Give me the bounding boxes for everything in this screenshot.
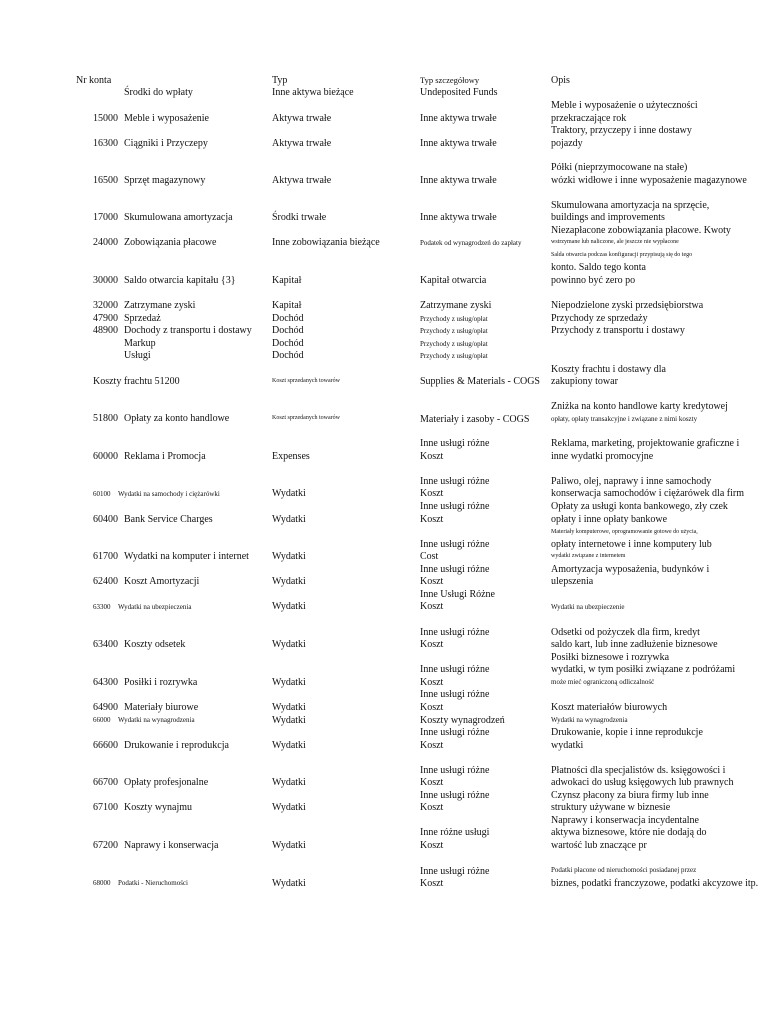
account-description: Płatności dla specjalistów ds. księgowości i bbox=[551, 765, 726, 776]
account-detail-type: Koszt bbox=[420, 601, 444, 612]
account-type: Środki trwałe bbox=[272, 212, 327, 223]
account-number: 62400 bbox=[93, 576, 118, 587]
account-name: Zobowiązania płacowe bbox=[124, 237, 217, 248]
account-number: 63400 bbox=[93, 639, 118, 650]
account-description: Reklama, marketing, projektowanie graficzne i bbox=[551, 438, 740, 449]
account-description: wydatki, w tym posiłki związane z podróżami bbox=[551, 664, 736, 675]
account-description: Czynsz płacony za biura firmy lub inne bbox=[551, 790, 709, 801]
account-type: Aktywa trwałe bbox=[272, 113, 332, 124]
account-description: wózki widłowe i inne wyposażenie magazynowe bbox=[551, 175, 747, 186]
account-detail-type: Koszt bbox=[420, 514, 444, 525]
account-name: Zatrzymane zyski bbox=[124, 300, 196, 311]
account-description: buildings and improvements bbox=[551, 212, 665, 223]
account-detail-type: Inne usługi różne bbox=[420, 627, 490, 638]
account-detail-type: Koszt bbox=[420, 878, 444, 889]
account-description: powinno być zero po bbox=[551, 275, 636, 286]
account-detail-type: Przychody z usług/opłat bbox=[420, 315, 488, 323]
account-name: Usługi bbox=[124, 350, 151, 361]
account-description: Przychody z transportu i dostawy bbox=[551, 325, 685, 336]
account-number: 66000 bbox=[93, 716, 111, 724]
account-type: Wydatki bbox=[272, 677, 306, 688]
account-detail-type: Koszt bbox=[420, 677, 444, 688]
account-name: Naprawy i konserwacja bbox=[124, 840, 219, 851]
account-description: biznes, podatki franczyzowe, podatki akcyzowe itp. bbox=[551, 878, 759, 889]
account-type: Dochód bbox=[272, 313, 304, 324]
account-name: Reklama i Promocja bbox=[124, 451, 206, 462]
account-number: 15000 bbox=[93, 113, 118, 124]
account-name: Drukowanie i reprodukcja bbox=[124, 740, 229, 751]
account-description: Niepodzielone zyski przedsiębiorstwa bbox=[551, 300, 704, 311]
account-number: 48900 bbox=[93, 325, 118, 336]
account-detail-type: Koszt bbox=[420, 802, 444, 813]
account-description: saldo kart, lub inne zadłużenie biznesowe bbox=[551, 639, 718, 650]
account-description: adwokaci do usług księgowych lub prawnych bbox=[551, 777, 734, 788]
account-description: Podatki płacone od nieruchomości posiadanej przez bbox=[551, 866, 697, 874]
account-detail-type: Koszt bbox=[420, 639, 444, 650]
account-detail-type: Kapitał otwarcia bbox=[420, 275, 487, 286]
account-description: Wydatki na ubezpieczenie bbox=[551, 603, 625, 611]
account-description: Opłaty za usługi konta bankowego, zły czek bbox=[551, 501, 728, 512]
account-detail-type: Inne usługi różne bbox=[420, 501, 490, 512]
account-name: Meble i wyposażenie bbox=[124, 113, 209, 124]
account-description: pojazdy bbox=[551, 138, 583, 149]
account-number: 60000 bbox=[93, 451, 118, 462]
account-detail-type: Inne usługi różne bbox=[420, 765, 490, 776]
account-name: Podatki - Nieruchomości bbox=[118, 879, 188, 887]
account-detail-type: Koszt bbox=[420, 451, 444, 462]
account-number: 63300 bbox=[93, 603, 111, 611]
account-type: Wydatki bbox=[272, 514, 306, 525]
account-number: 60100 bbox=[93, 490, 111, 498]
account-description: Salda otwarcia podczas konfiguracji przypisują się do tego bbox=[551, 252, 693, 258]
account-name: Koszty odsetek bbox=[124, 639, 186, 650]
account-number: 67100 bbox=[93, 802, 118, 813]
account-number: 61700 bbox=[93, 551, 118, 562]
account-name: Wydatki na wynagrodzenia bbox=[118, 716, 195, 724]
account-type: Expenses bbox=[272, 451, 310, 462]
account-number: 67200 bbox=[93, 840, 118, 851]
account-type: Kapitał bbox=[272, 275, 302, 286]
account-detail-type: Materiały i zasoby - COGS bbox=[420, 414, 530, 425]
account-detail-type: Koszty wynagrodzeń bbox=[420, 715, 505, 726]
account-detail-type: Inne usługi różne bbox=[420, 476, 490, 487]
account-description: Skumulowana amortyzacja na sprzęcie, bbox=[551, 200, 710, 211]
account-description: aktywa biznesowe, które nie dodają do bbox=[551, 827, 707, 838]
account-type: Dochód bbox=[272, 338, 304, 349]
header-description: Opis bbox=[551, 75, 570, 86]
account-description: inne wydatki promocyjne bbox=[551, 451, 654, 462]
account-type: Dochód bbox=[272, 325, 304, 336]
account-description: opłaty internetowe i inne komputery lub bbox=[551, 539, 712, 550]
account-detail-type: Inne usługi różne bbox=[420, 866, 490, 877]
account-number: 68000 bbox=[93, 879, 111, 887]
account-number: 16500 bbox=[93, 175, 118, 186]
account-description: może mieć ograniczoną odliczalność bbox=[551, 678, 655, 686]
account-description: Amortyzacja wyposażenia, budynków i bbox=[551, 564, 710, 575]
account-detail-type: Przychody z usług/opłat bbox=[420, 352, 488, 360]
account-description: Meble i wyposażenie o użyteczności bbox=[551, 100, 698, 111]
account-type: Wydatki bbox=[272, 601, 306, 612]
account-detail-type: Cost bbox=[420, 551, 439, 562]
account-detail-type: Inne różne usługi bbox=[420, 827, 490, 838]
account-detail-type: Inne usługi różne bbox=[420, 727, 490, 738]
account-description: konserwacja samochodów i ciężarówek dla firm bbox=[551, 488, 744, 499]
account-number: 24000 bbox=[93, 237, 118, 248]
account-name: Wydatki na ubezpieczenia bbox=[118, 603, 192, 611]
account-detail-type: Przychody z usług/opłat bbox=[420, 340, 488, 348]
account-name: Skumulowana amortyzacja bbox=[124, 212, 233, 223]
account-detail-type: Przychody z usług/opłat bbox=[420, 327, 488, 335]
account-name: Saldo otwarcia kapitału {3} bbox=[124, 275, 236, 286]
account-description: opłaty, opłaty transakcyjne i związane z nimi koszty bbox=[551, 415, 698, 423]
account-detail-type: Zatrzymane zyski bbox=[420, 300, 492, 311]
account-type: Wydatki bbox=[272, 639, 306, 650]
account-detail-type: Supplies & Materials - COGS bbox=[420, 376, 540, 387]
account-description: Traktory, przyczepy i inne dostawy bbox=[551, 125, 692, 136]
account-name: Środki do wpłaty bbox=[124, 87, 193, 98]
account-number: 64900 bbox=[93, 702, 118, 713]
account-type: Wydatki bbox=[272, 576, 306, 587]
header-account-no: Nr konta bbox=[76, 75, 112, 86]
account-name: Wydatki na komputer i internet bbox=[124, 551, 249, 562]
account-type: Wydatki bbox=[272, 878, 306, 889]
account-name: Posiłki i rozrywka bbox=[124, 677, 198, 688]
account-number: 64300 bbox=[93, 677, 118, 688]
account-type: Aktywa trwałe bbox=[272, 175, 332, 186]
account-description: opłaty i inne opłaty bankowe bbox=[551, 514, 668, 525]
account-description: Naprawy i konserwacja incydentalne bbox=[551, 815, 699, 826]
account-number: 66700 bbox=[93, 777, 118, 788]
account-type: Inne aktywa bieżące bbox=[272, 87, 354, 98]
account-type: Koszt sprzedanych towarów bbox=[272, 378, 340, 384]
account-name: Sprzedaż bbox=[124, 313, 161, 324]
account-detail-type: Koszt bbox=[420, 740, 444, 751]
account-number: 17000 bbox=[93, 212, 118, 223]
account-name: Sprzęt magazynowy bbox=[124, 175, 206, 186]
account-type: Wydatki bbox=[272, 777, 306, 788]
account-type: Wydatki bbox=[272, 702, 306, 713]
account-description: Paliwo, olej, naprawy i inne samochody bbox=[551, 476, 712, 487]
account-type: Kapitał bbox=[272, 300, 302, 311]
account-type: Dochód bbox=[272, 350, 304, 361]
account-description: Wydatki na wynagrodzenia bbox=[551, 716, 628, 724]
account-number: 60400 bbox=[93, 514, 118, 525]
header-detail-type: Typ szczegółowy bbox=[420, 75, 480, 85]
account-number: 66600 bbox=[93, 740, 118, 751]
account-description: wstrzymane lub naliczone, ale jeszcze nie wypłacone bbox=[551, 239, 679, 245]
account-description: Materiały komputerowe, oprogramowanie gotowe do użycia, bbox=[551, 529, 698, 535]
account-name: Opłaty profesjonalne bbox=[124, 777, 209, 788]
account-number: 16300 bbox=[93, 138, 118, 149]
account-detail-type: Podatek od wynagrodzeń do zapłaty bbox=[420, 239, 522, 247]
account-description: Zniżka na konto handlowe karty kredytowej bbox=[551, 401, 728, 412]
account-description: przekraczające rok bbox=[551, 113, 627, 124]
account-name: Markup bbox=[124, 338, 156, 349]
account-type: Wydatki bbox=[272, 551, 306, 562]
account-detail-type: Koszt bbox=[420, 840, 444, 851]
account-number: 30000 bbox=[93, 275, 118, 286]
account-type: Wydatki bbox=[272, 715, 306, 726]
account-name: Materiały biurowe bbox=[124, 702, 199, 713]
account-name: Dochody z transportu i dostawy bbox=[124, 325, 252, 336]
account-type: Inne zobowiązania bieżące bbox=[272, 237, 380, 248]
account-description: Przychody ze sprzedaży bbox=[551, 313, 648, 324]
account-name: Opłaty za konto handlowe bbox=[124, 413, 230, 424]
account-description: Koszt materiałów biurowych bbox=[551, 702, 668, 713]
account-number: 51800 bbox=[93, 413, 118, 424]
account-type: Wydatki bbox=[272, 740, 306, 751]
account-number: 32000 bbox=[93, 300, 118, 311]
account-name: Wydatki na samochody i ciężarówki bbox=[118, 490, 220, 498]
account-description: Odsetki od pożyczek dla firm, kredyt bbox=[551, 627, 700, 638]
account-detail-type: Inne usługi różne bbox=[420, 790, 490, 801]
account-detail-type: Inne aktywa trwałe bbox=[420, 212, 497, 223]
account-name: Koszt Amortyzacji bbox=[124, 576, 200, 587]
account-description: konto. Saldo tego konta bbox=[551, 262, 646, 273]
account-type: Wydatki bbox=[272, 802, 306, 813]
account-detail-type: Inne usługi różne bbox=[420, 664, 490, 675]
account-name: Koszty wynajmu bbox=[124, 802, 193, 813]
account-type: Aktywa trwałe bbox=[272, 138, 332, 149]
account-description: wydatki związane z internetem bbox=[551, 553, 626, 559]
account-type: Wydatki bbox=[272, 488, 306, 499]
account-detail-type: Koszt bbox=[420, 702, 444, 713]
account-name: Koszty frachtu 51200 bbox=[93, 376, 180, 387]
account-description: Drukowanie, kopie i inne reprodukcje bbox=[551, 727, 703, 738]
account-description: Posiłki biznesowe i rozrywka bbox=[551, 652, 670, 663]
account-name: Bank Service Charges bbox=[124, 514, 213, 525]
account-description: ulepszenia bbox=[551, 576, 594, 587]
account-number: 47900 bbox=[93, 313, 118, 324]
account-detail-type: Koszt bbox=[420, 777, 444, 788]
account-description: zakupiony towar bbox=[551, 376, 618, 387]
account-detail-type: Inne aktywa trwałe bbox=[420, 175, 497, 186]
account-description: struktury używane w biznesie bbox=[551, 802, 671, 813]
account-detail-type: Inne usługi różne bbox=[420, 689, 490, 700]
account-description: wydatki bbox=[551, 740, 584, 751]
account-description: Niezapłacone zobowiązania płacowe. Kwoty bbox=[551, 225, 731, 236]
account-type: Wydatki bbox=[272, 840, 306, 851]
account-name: Ciągniki i Przyczepy bbox=[124, 138, 208, 149]
account-detail-type: Inne usługi różne bbox=[420, 564, 490, 575]
account-description: wartość lub znaczące pr bbox=[551, 840, 647, 851]
account-detail-type: Inne usługi różne bbox=[420, 438, 490, 449]
account-description: Półki (nieprzymocowane na stałe) bbox=[551, 162, 688, 173]
account-detail-type: Inne Usługi Różne bbox=[420, 589, 495, 600]
account-detail-type: Koszt bbox=[420, 576, 444, 587]
account-detail-type: Inne aktywa trwałe bbox=[420, 113, 497, 124]
account-detail-type: Inne usługi różne bbox=[420, 539, 490, 550]
account-description: Koszty frachtu i dostawy dla bbox=[551, 364, 666, 375]
account-detail-type: Undeposited Funds bbox=[420, 87, 498, 98]
account-type: Koszt sprzedanych towarów bbox=[272, 415, 340, 421]
account-detail-type: Inne aktywa trwałe bbox=[420, 138, 497, 149]
header-type: Typ bbox=[272, 75, 288, 86]
account-detail-type: Koszt bbox=[420, 488, 444, 499]
